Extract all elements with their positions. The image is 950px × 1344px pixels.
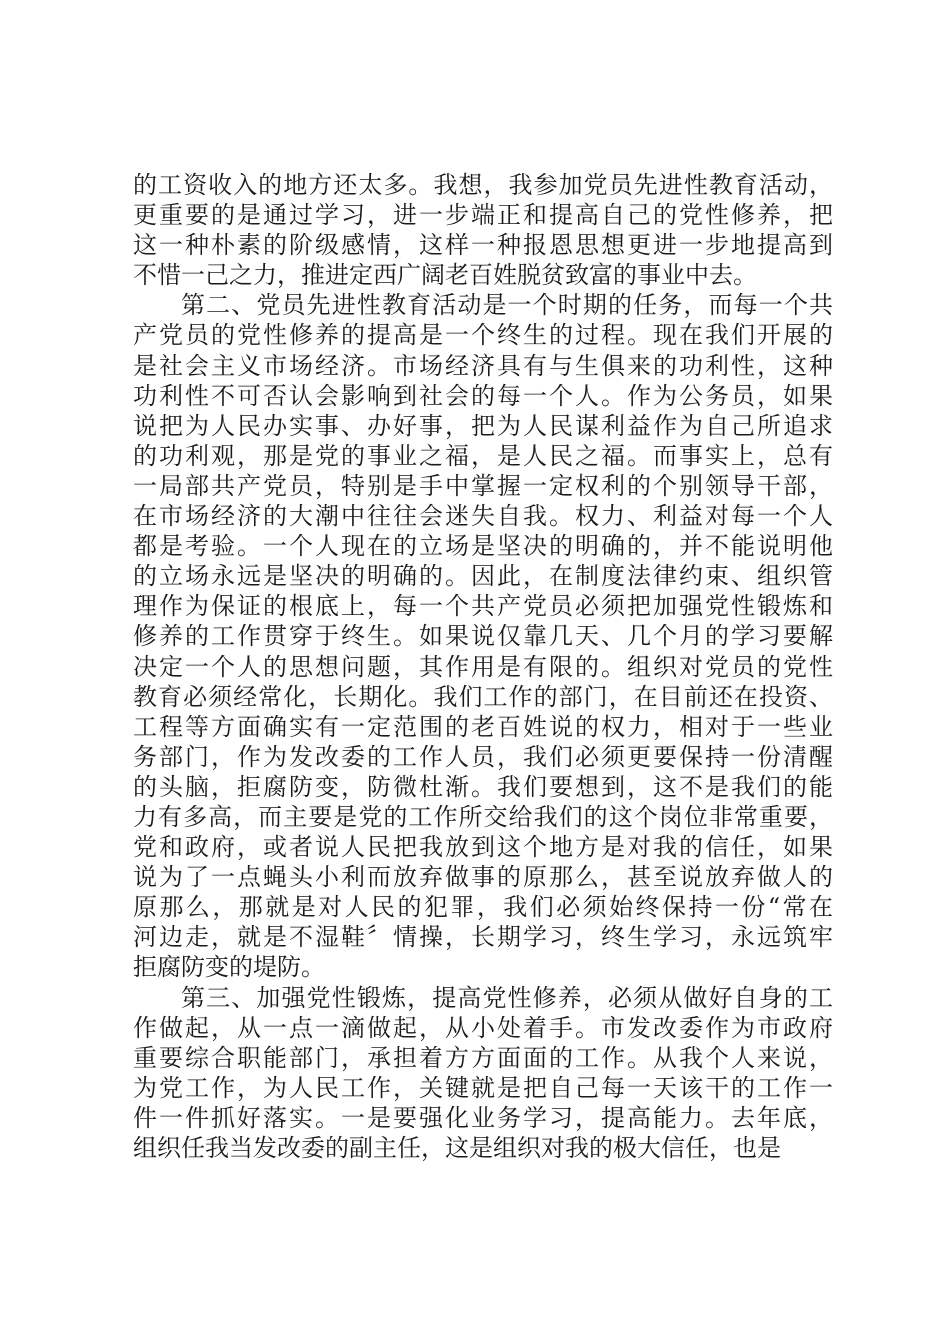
text-line: 不惜一己之力，推进定西广阔老百姓脱贫致富的事业中去。	[133, 261, 757, 290]
text-line: 在市场经济的大潮中往往会迷失自我。权力、利益对每一个人	[133, 502, 833, 531]
text-line: 的立场永远是坚决的明确的。因此，在制度法律约束、组织管	[133, 562, 833, 591]
text-line: 拒腐防变的堤防。	[133, 953, 325, 982]
text-line: 件一件抓好落实。一是要强化业务学习，提高能力。去年底，	[133, 1103, 833, 1132]
text-line: 务部门，作为发改委的工作人员，我们必须更要保持一份清醒	[133, 742, 833, 771]
text-line: 原那么，那就是对人民的犯罪，我们必须始终保持一份“常在	[133, 893, 833, 922]
text-line: 决定一个人的思想问题，其作用是有限的。组织对党员的党性	[133, 652, 833, 681]
paragraph	[133, 983, 833, 1164]
text-line: 力有多高，而主要是党的工作所交给我们的这个岗位非常重要，	[133, 802, 833, 831]
text-line: 工程等方面确实有一定范围的老百姓说的权力，相对于一些业	[133, 712, 833, 741]
text-line: 作做起，从一点一滴做起，从小处着手。市发改委作为市政府	[133, 1013, 833, 1042]
text-line: 这一种朴素的阶级感情，这样一种报恩思想更进一步地提高到	[133, 231, 833, 260]
text-line: 党和政府，或者说人民把我放到这个地方是对我的信任，如果	[133, 833, 833, 862]
text-line: 组织任我当发改委的副主任，这是组织对我的极大信任，也是	[133, 1134, 781, 1162]
text-line: 第三、加强党性锻炼，提高党性修养，必须从做好自身的工	[181, 983, 833, 1012]
text-line: 功利性不可否认会影响到社会的每一个人。作为公务员，如果	[133, 381, 833, 410]
text-line: 理作为保证的根底上，每一个共产党员必须把加强党性锻炼和	[133, 592, 833, 621]
text-line: 为党工作，为人民工作，关键就是把自己每一天该干的工作一	[133, 1073, 833, 1102]
text-line: 的工资收入的地方还太多。我想，我参加党员先进性教育活动，	[133, 171, 833, 199]
text-line: 的头脑，拒腐防变，防微杜渐。我们要想到，这不是我们的能	[133, 772, 833, 801]
text-line: 河边走，就是不湿鞋〞情操，长期学习，终生学习，永远筑牢	[133, 923, 833, 952]
document-body	[133, 170, 833, 1163]
text-line: 一局部共产党员，特别是手中掌握一定权利的个别领导干部，	[133, 471, 833, 500]
text-line: 产党员的党性修养的提高是一个终生的过程。现在我们开展的	[133, 321, 833, 350]
text-line: 的功利观，那是党的事业之福，是人民之福。而事实上，总有	[133, 441, 833, 470]
text-line: 更重要的是通过学习，进一步端正和提高自己的党性修养，把	[133, 201, 833, 230]
text-line: 修养的工作贯穿于终生。如果说仅靠几天、几个月的学习要解	[133, 622, 833, 651]
text-line: 说为了一点蝇头小利而放弃做事的原那么，甚至说放弃做人的	[133, 863, 833, 892]
text-line: 第二、党员先进性教育活动是一个时期的任务，而每一个共	[181, 291, 833, 320]
text-line: 重要综合职能部门，承担着方方面面的工作。从我个人来说，	[133, 1043, 833, 1072]
text-line: 说把为人民办实事、办好事，把为人民谋利益作为自己所追求	[133, 411, 833, 440]
paragraph	[133, 290, 833, 982]
text-line: 都是考验。一个人现在的立场是坚决的明确的，并不能说明他	[133, 532, 833, 561]
paragraph	[133, 170, 833, 290]
text-line: 是社会主义市场经济。市场经济具有与生俱来的功利性，这种	[133, 351, 833, 380]
text-line: 教育必须经常化，长期化。我们工作的部门，在目前还在投资、	[133, 682, 833, 711]
